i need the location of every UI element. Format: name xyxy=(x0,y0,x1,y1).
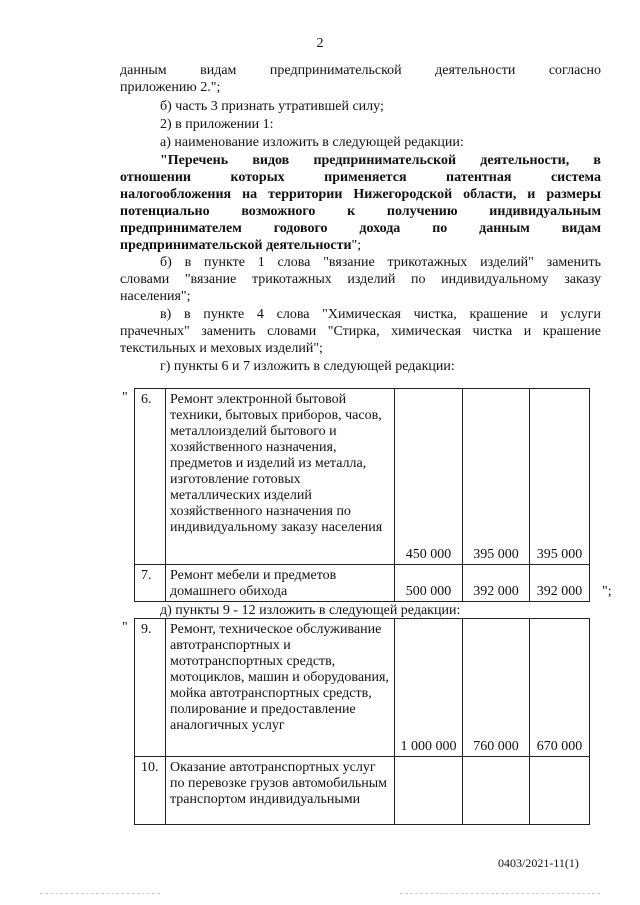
text-line: б) часть 3 признать утратившей силу; xyxy=(160,99,384,114)
value-cell xyxy=(530,757,590,825)
text-line: 2) в приложении 1: xyxy=(160,117,274,132)
table-row xyxy=(135,619,590,757)
document-code: 0403/2021-11(1) xyxy=(498,856,579,870)
text-line: словами "вязание трикотажных изделий по индивидуальному заказу xyxy=(120,272,601,287)
value-cell: 450 000 xyxy=(395,389,463,565)
text-line: отношении которых применяется патентная система xyxy=(120,170,601,185)
close-quote: "; xyxy=(602,584,612,599)
scan-artifact xyxy=(400,893,600,894)
text-line: потенциально возможного к получению индивидуальным xyxy=(120,204,601,219)
row-number: 7. xyxy=(135,565,166,602)
row-number: 10. xyxy=(135,757,166,825)
text-line: прачечных" заменить словами "Стирка, химическая чистка и крашение xyxy=(120,324,601,339)
open-quote: " xyxy=(122,620,128,635)
value-cell xyxy=(463,757,530,825)
value-cell: 392 000 xyxy=(463,565,530,602)
value-cell: 395 000 xyxy=(530,389,590,565)
value-cell xyxy=(395,757,463,825)
open-quote: " xyxy=(122,390,128,405)
row-number: 9. xyxy=(135,619,166,757)
text-line: в) в пункте 4 слова "Химическая чистка, крашение и услуги xyxy=(160,307,601,322)
text-line: д) пункты 9 - 12 изложить в следующей редакции: xyxy=(160,603,461,618)
text-fragment: "; xyxy=(351,238,362,253)
scan-artifact xyxy=(40,893,160,894)
row-description: Оказание автотранспортных услуг по перевозке грузов автомобильным транспортом индивидуальными xyxy=(166,757,395,825)
text-line: населения"; xyxy=(120,289,191,304)
table-items-6-7 xyxy=(134,388,590,602)
text-line: б) в пункте 1 слова "вязание трикотажных изделий" заменить xyxy=(160,255,601,270)
text-line: налогообложения на территории Нижегородской области, и размеры xyxy=(120,187,601,202)
value-cell: 392 000 xyxy=(530,565,590,602)
table-items-9-10 xyxy=(134,618,590,825)
value-cell: 760 000 xyxy=(463,619,530,757)
text-line: г) пункты 6 и 7 изложить в следующей редакции: xyxy=(160,359,455,374)
value-cell: 1 000 000 xyxy=(395,619,463,757)
text-line xyxy=(120,237,361,254)
row-description: Ремонт мебели и предметов домашнего обихода xyxy=(166,565,395,602)
text-line: данным видам предпринимательской деятельности согласно xyxy=(120,63,601,78)
row-description: Ремонт электронной бытовой техники, бытовых приборов, часов, металлоизделий бытового и хозяйственного назначения, предметов и изделий из металла, изготовление готовых металлических изделий хозяйственного назначения по индивидуальному заказу населения xyxy=(166,389,395,565)
value-cell: 500 000 xyxy=(395,565,463,602)
table-row xyxy=(135,757,590,825)
value-cell: 395 000 xyxy=(463,389,530,565)
row-number: 6. xyxy=(135,389,166,565)
text-line: приложению 2."; xyxy=(120,80,221,95)
text-line: а) наименование изложить в следующей редакции: xyxy=(160,135,464,150)
text-line: текстильных и меховых изделий"; xyxy=(120,341,323,356)
page-number: 2 xyxy=(316,36,324,51)
table-row xyxy=(135,389,590,565)
value-cell: 670 000 xyxy=(530,619,590,757)
table-row xyxy=(135,565,590,602)
bold-text: предпринимательской деятельности xyxy=(120,238,352,253)
row-description: Ремонт, техническое обслуживание автотранспортных и мототранспортных средств, мотоциклов, машин и оборудования, мойка автотранспортных средств, полирование и предоставление аналогичных услуг xyxy=(166,619,395,757)
text-line: предпринимателем годового дохода по данным видам xyxy=(120,221,601,236)
text-line: "Перечень видов предпринимательской деятельности, в xyxy=(160,153,601,168)
